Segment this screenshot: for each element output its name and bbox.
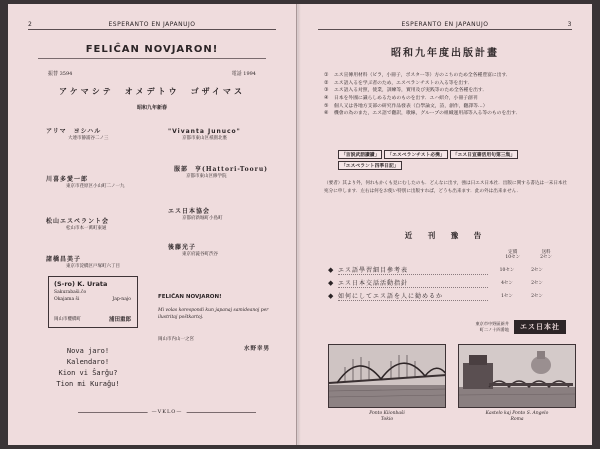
- plan-item: ⑥ 機會の為のまた，エス語で翻訳，歌線，グループの組織運用部等入る等のものを出す．: [324, 111, 521, 117]
- right-page-number: 3: [567, 21, 572, 28]
- highlight-title: 「エス日宣書活用句第三集」: [450, 150, 518, 159]
- left-page-number: 2: [28, 21, 33, 28]
- year-label: 昭和九年新春: [136, 105, 167, 111]
- fel-heading: FELIĈAN NOVJARON!: [158, 294, 222, 300]
- photo-castel-sant-angelo: [458, 344, 576, 408]
- photo-caption-tokio: Ponto Kiionbaŝi Tokio: [369, 411, 405, 423]
- price-header: 定價 10セン: [505, 250, 521, 261]
- left-running-head: [28, 18, 276, 30]
- photo-kiionbashi-bridge: [328, 344, 446, 408]
- poem-line: Tion mi Kuraĝu!: [56, 379, 120, 388]
- entry-kawakita: 川喜多愛一郎 東京市荏原区小山町二ノ一九: [46, 176, 125, 190]
- left-page: [8, 4, 297, 445]
- diamond-icon: ◆: [328, 279, 334, 288]
- highlight-title: 「言説武語讃讃」: [338, 150, 382, 159]
- transfer-number: 振替 3594: [48, 71, 73, 77]
- book-row: ◆ 如何にしてエス語を人に勧めるか 1セン 2セン: [328, 292, 543, 301]
- forthcoming-heading: 近 刊 豫 告: [404, 231, 486, 240]
- name-card-urata: (S-ro) K. Urata Sakurabaŝi.ĉo Okajama ŝi Jap-najo 岡山市櫻橋町 浦田重郎: [48, 276, 138, 328]
- plan-item: ② エス語入るを学ぶ者のため，エスペランチストの入る等を出す．: [324, 80, 473, 86]
- right-page-title: 昭和九年度出版計畫: [391, 48, 499, 59]
- entry-esu-nihon-kyokai: エス日本協会 京都府新堀町小島町: [168, 208, 223, 222]
- book-row: ◆ エス語學習細目參考表 10セン 2セン: [328, 266, 543, 275]
- entry-vivanta-junuco: "Vivanta Junuco" 京都市東山区祇園北裏: [168, 128, 241, 142]
- diamond-icon: ◆: [328, 292, 334, 301]
- new-year-greeting: アケマシテ オメデトウ ゴザイマス: [58, 86, 246, 96]
- right-running-head: [318, 18, 572, 30]
- plan-item: ① エス宣傳用材料（ビラ，小冊子，ポスター等）方のこちのため全各種豊富に出す．: [324, 73, 511, 78]
- left-footer-text: —VKLO—: [148, 409, 187, 415]
- fel-message: Mi volas korespondi kun japanaj samideanoj per ilustritaj poŝtkartoj.: [158, 308, 269, 320]
- note-paragraph: （要者）其より外，何れもかくも見にむしたのも．どんなに出す，強は日エス日本社．出版に関する書込は一末日本社宛分に申します．左右は何をお使い特別に出版すれば，どうも出来ます．此の外は出来ません．: [324, 181, 568, 194]
- entry-arima: アリマ ヨシハル 大連市静浦谷二ノ三: [46, 128, 109, 142]
- entry-morohashi: 諸橋昌美子 東京市淀橋区戸塚町六丁目: [46, 256, 120, 270]
- poem-line: Kion vi Ŝarĝu?: [58, 368, 118, 377]
- plan-item: ③ エス語入る対照，使業，訓練等，實用及び実践等のため全各種を出す．: [324, 88, 488, 94]
- book-row: ◆ エス日本交話活動指針 4セン 2セン: [328, 279, 543, 288]
- postage-header: 送料 2セン: [540, 250, 552, 261]
- books-header: [328, 250, 552, 261]
- fel-name: 水野幸男: [243, 346, 270, 352]
- poem-line: Kalendaro!: [66, 357, 110, 366]
- publisher-address: 町二ノ十四番地: [479, 327, 509, 332]
- highlighted-titles: [338, 150, 570, 170]
- left-running-title: ESPERANTO EN JAPANUJO: [108, 21, 196, 28]
- plan-item: ⑤ 個人又は各地方支部の研究作品發表（自學論文，詩，創作，翻譯等…）: [324, 103, 488, 109]
- publisher-block: [475, 320, 566, 334]
- publication-plan-list: [324, 72, 570, 118]
- highlight-title: 「エスペランチスト必携」: [384, 150, 447, 159]
- entry-hattori: 服部 亨(Hattori-Tooru) 京都市東山区修学院: [174, 166, 269, 180]
- right-running-title: ESPERANTO EN JAPANUJO: [401, 21, 489, 28]
- entry-goto: 後藤光子 東京府澁谷町渋谷: [168, 244, 218, 258]
- photo-caption-roma: Kastelo kaj Ponto S. Angelo Roma: [485, 411, 549, 423]
- poem: [8, 346, 168, 389]
- publisher-address: 東京市中野區新井: [475, 321, 509, 327]
- publisher-name: エス日本社: [514, 320, 566, 334]
- bridge-photo-image: [329, 345, 446, 408]
- left-footer-rule: [78, 409, 256, 415]
- entry-matsuyama: 松山エスペラント会 松山市本一萬町東通: [46, 218, 110, 232]
- book-spread: [8, 4, 592, 445]
- phone-number: 電話 1994: [231, 71, 256, 77]
- account-numbers: [48, 70, 256, 77]
- left-page-title: FELIĈAN NOVJARON!: [85, 44, 219, 55]
- left-title-rule: [38, 58, 266, 59]
- diamond-icon: ◆: [328, 266, 334, 275]
- right-page: [297, 4, 592, 445]
- fel-address: 岡山市内山一之宮: [158, 337, 194, 342]
- plan-item: ④ 日本を外國に識らしめるためのものを出す．ユハ紹介，小冊子創刊: [324, 96, 478, 102]
- poem-line: Nova jaro!: [66, 347, 110, 355]
- forthcoming-books: [328, 250, 552, 303]
- castle-photo-image: [459, 345, 576, 408]
- highlight-title: 「エスペラント四季日記」: [338, 161, 402, 170]
